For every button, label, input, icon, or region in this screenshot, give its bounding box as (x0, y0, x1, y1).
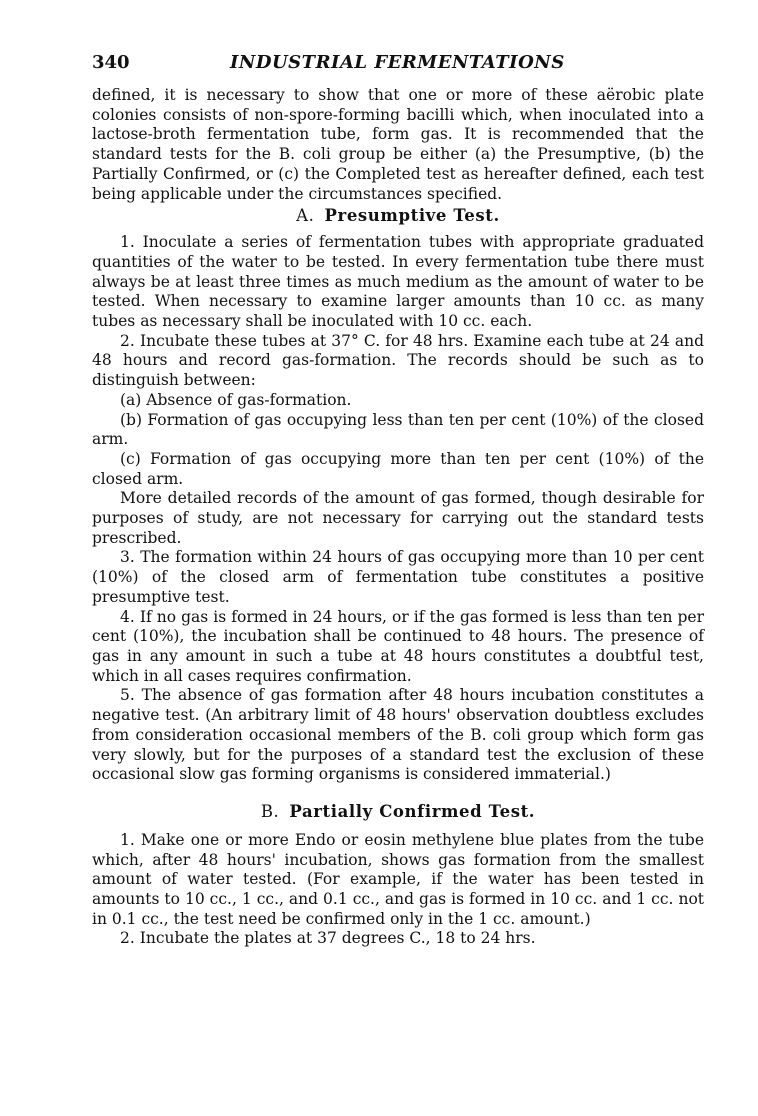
paragraph: (c) Formation of gas occupying more than ten per cent (10%) of the closed arm. (92, 449, 704, 488)
section-a-heading (92, 205, 704, 227)
section-b-label: B. (260, 801, 280, 821)
paragraph: 2. Incubate these tubes at 37° C. for 48 hrs. Examine each tube at 24 and 48 hours and record gas-formation. The records should be such as to distinguish between: (92, 331, 704, 390)
paragraph: 4. If no gas is formed in 24 hours, or if the gas formed is less than ten per cent (10%), the incubation shall be continued to 48 hours. The presence of gas in any amount in such a tube at 48 hours constitutes a doubtful test, which in all cases requires confirmation. (92, 607, 704, 685)
paragraph: 5. The absence of gas formation after 48 hours incubation constitutes a negative test. (An arbitrary limit of 48 hours' observation doubtless excludes from consideration occasional members of the B. coli group which form gas very slowly, but for the purposes of a standard test the exclusion of these occasional slow gas forming organisms is considered immaterial.) (92, 686, 704, 784)
section-b-title: Partially Confirmed Test. (289, 801, 536, 821)
paragraph: 1. Make one or more Endo or eosin methylene blue plates from the tube which, after 48 hours' incubation, shows gas formation from the smallest amount of water tested. (For example, if the water has been tested in amounts to 10 cc., 1 cc., and 0.1 cc., and gas is formed in 10 cc. and 1 cc. not in 0.1 cc., the test need be confirmed only in the 1 cc. amount.) (92, 830, 704, 928)
paragraph: More detailed records of the amount of gas formed, though desirable for purposes of study, are not necessary for carrying out the standard tests prescribed. (92, 489, 704, 547)
section-a-title: Presumptive Test. (324, 206, 500, 226)
page-number: 340 (92, 52, 130, 73)
page-header (92, 52, 704, 74)
running-head: INDUSTRIAL FERMENTATIONS (230, 52, 565, 73)
paragraph: 2. Incubate the plates at 37 degrees C., 18 to 24 hrs. (120, 929, 536, 948)
paragraph: 1. Inoculate a series of fermentation tubes with appropriate graduated quantities of the water to be tested. In every fermentation tube there must always be at least three times as much medium as the amount of water to be tested. When necessary to examine larger amounts than 10 cc. as many tubes as necessary shall be inoculated with 10 cc. each. (92, 233, 704, 331)
paragraph: (a) Absence of gas-formation. (120, 390, 352, 409)
body-text (92, 86, 704, 949)
paragraph: (b) Formation of gas occupying less than ten per cent (10%) of the closed arm. (92, 410, 704, 449)
section-b-heading (92, 801, 704, 823)
paragraph: 3. The formation within 24 hours of gas occupying more than 10 per cent (10%) of the closed arm of fermentation tube constitutes a positive presumptive test. (92, 548, 704, 606)
intro-paragraph: defined, it is necessary to show that one or more of these aërobic plate colonies consists of non-spore-forming bacilli which, when inoculated into a lactose-broth fermentation tube, form gas. It is recommended that the standard tests for the B. coli group be either (a) the Presumptive, (b) the Partially Confirmed, or (c) the Completed test as hereafter defined, each test being applicable under the circumstances specified. (92, 86, 704, 203)
section-a-label: A. (296, 206, 315, 226)
